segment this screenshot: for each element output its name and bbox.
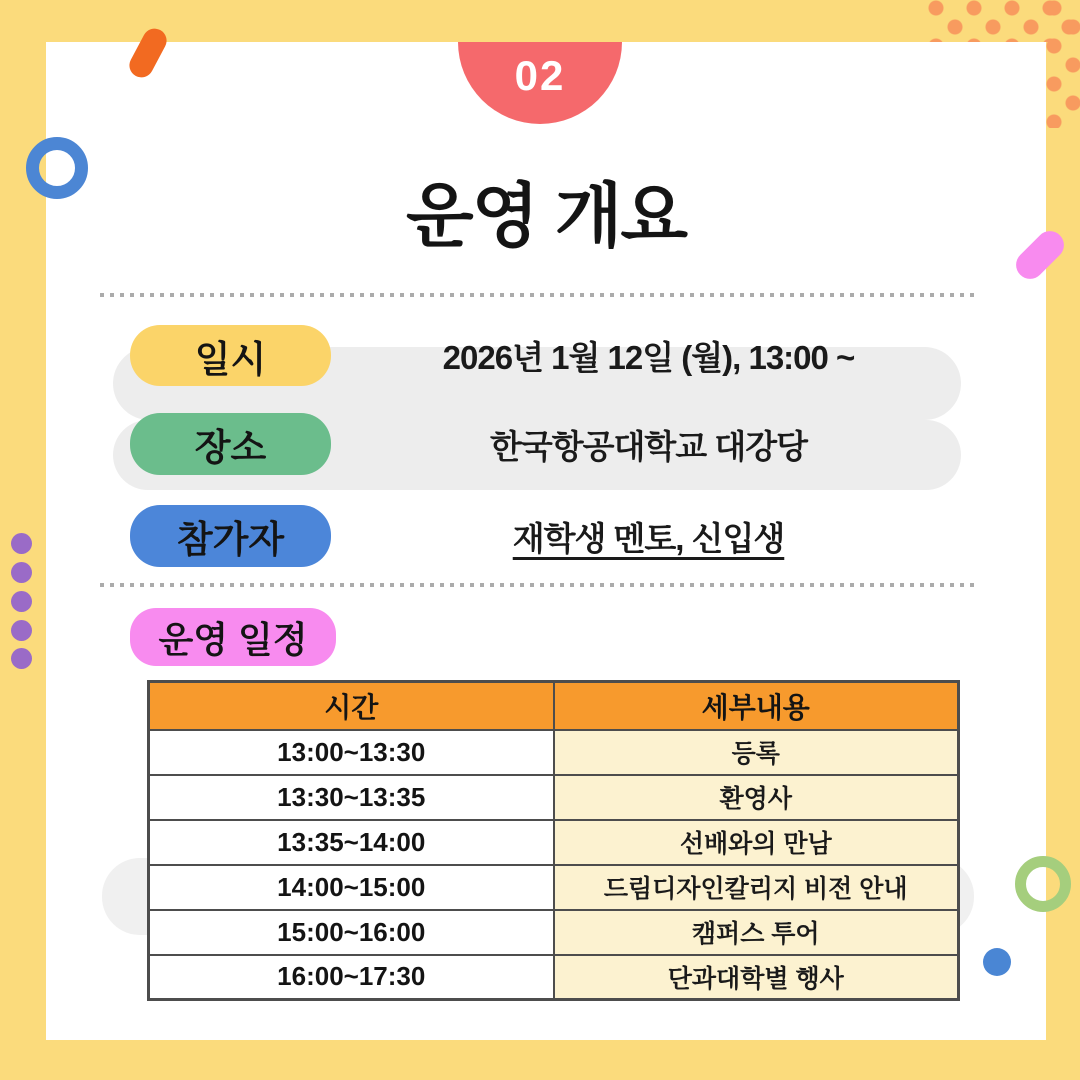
polka-dots-pattern-right [1046,0,1080,128]
decor-purple-dot-icon [11,562,32,583]
info-value-place-text: 한국항공대학교 대강당 [490,427,807,465]
table-row [149,865,959,910]
time-cell: 15:00~16:00 [149,910,554,955]
dotted-divider-bottom [100,583,978,587]
detail-cell: 등록 [554,730,959,775]
decor-purple-dot-icon [11,533,32,554]
section-number-badge [458,42,622,124]
table-row [149,775,959,820]
detail-cell: 환영사 [554,775,959,820]
decor-purple-dot-icon [11,620,32,641]
schedule-table [147,680,960,1001]
detail-cell: 캠퍼스 투어 [554,910,959,955]
schedule-header-row [149,682,959,730]
time-cell: 16:00~17:30 [149,955,554,1000]
content-card [46,42,1046,1040]
label-pill-place [130,413,331,475]
detail-cell: 선배와의 만남 [554,820,959,865]
info-value-place [336,413,961,475]
schedule-heading-pill [130,608,336,666]
detail-cell: 단과대학별 행사 [554,955,959,1000]
time-cell: 13:30~13:35 [149,775,554,820]
time-cell: 14:00~15:00 [149,865,554,910]
table-row [149,955,959,1000]
label-pill-date-text: 일시 [194,338,267,380]
decor-blue-ring-icon [26,137,88,199]
section-number-text: 02 [514,52,566,99]
time-cell: 13:00~13:30 [149,730,554,775]
label-pill-date [130,325,331,386]
table-row [149,910,959,955]
label-pill-participants-text: 참가자 [176,519,285,560]
page-title: 운영 개요 [406,177,686,255]
info-value-date-text: 2026년 1월 12일 (월), 13:00 ~ [442,339,855,376]
column-header-detail: 세부내용 [554,682,959,730]
info-value-participants-text: 재학생 멘토, 신입생 [512,519,785,557]
info-value-participants [336,505,961,567]
table-row [149,820,959,865]
info-value-date [336,325,961,386]
decor-purple-dot-icon [11,591,32,612]
label-pill-participants [130,505,331,567]
time-cell: 13:35~14:00 [149,820,554,865]
column-header-time: 시간 [149,682,554,730]
decor-purple-dot-icon [11,648,32,669]
table-row [149,730,959,775]
label-pill-place-text: 장소 [194,427,267,468]
decor-green-ring-icon [1015,856,1071,912]
detail-cell: 드림디자인칼리지 비전 안내 [554,865,959,910]
dotted-divider-top [100,293,978,297]
schedule-heading-text: 운영 일정 [158,618,308,660]
decor-blue-dot-icon [983,948,1011,976]
